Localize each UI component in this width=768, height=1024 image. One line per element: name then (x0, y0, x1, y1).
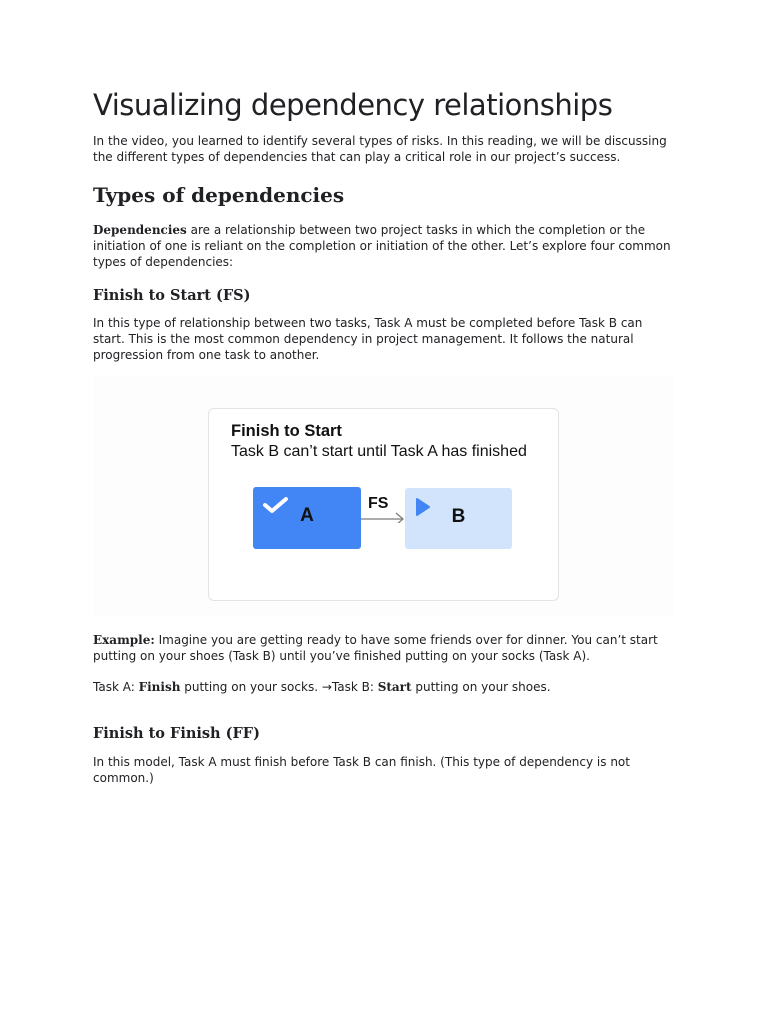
finish-word: Finish (138, 680, 181, 694)
example-label: Example: (93, 633, 155, 647)
start-word: Start (377, 680, 412, 694)
example-text: Imagine you are getting ready to have some friends over for dinner. You can’t start putting on your shoes (Task B) until you’ve finished putting on your socks (Task A). (93, 633, 658, 663)
fs-diagram (93, 376, 673, 616)
example-tasks-line (93, 679, 673, 695)
section-heading: Types of dependencies (93, 183, 345, 207)
fs-paragraph: In this type of relationship between two tasks, Task A must be completed before Task B can start. This is the most common dependency in project management. It follows the natural progression from one task to another. (93, 316, 643, 362)
ff-heading: Finish to Finish (FF) (93, 725, 260, 742)
diagram-title: Finish to Start (231, 422, 342, 440)
task-a-label: A (300, 505, 314, 526)
task-b-label: B (451, 506, 466, 527)
definition-text: are a relationship between two project tasks in which the completion or the initiation of one is reliant on the completion or initiation of the other. Let’s explore four common types of dependencies: (93, 223, 671, 269)
task-a-box (253, 487, 361, 549)
task-a-prefix: Task A: (93, 680, 139, 694)
intro-paragraph: In the video, you learned to identify several types of risks. In this reading, we will be discussing the different types of dependencies that can play a critical role in our project’s success. (93, 134, 667, 164)
page-title: Visualizing dependency relationships (93, 88, 613, 122)
fs-heading: Finish to Start (FS) (93, 287, 251, 304)
diagram-card (208, 408, 559, 601)
ff-paragraph: In this model, Task A must finish before Task B can finish. (This type of dependency is not common.) (93, 755, 630, 785)
arrow-right-icon (361, 507, 405, 523)
link-label: FS (368, 495, 389, 512)
example-paragraph (93, 632, 673, 664)
definition-paragraph (93, 222, 673, 270)
task-a-rest: putting on your socks. →Task B: (180, 680, 378, 694)
task-b-box (405, 488, 512, 549)
diagram-subtitle: Task B can’t start until Task A has finished (231, 443, 527, 460)
task-b-rest: putting on your shoes. (411, 680, 551, 694)
definition-term: Dependencies (93, 223, 187, 237)
